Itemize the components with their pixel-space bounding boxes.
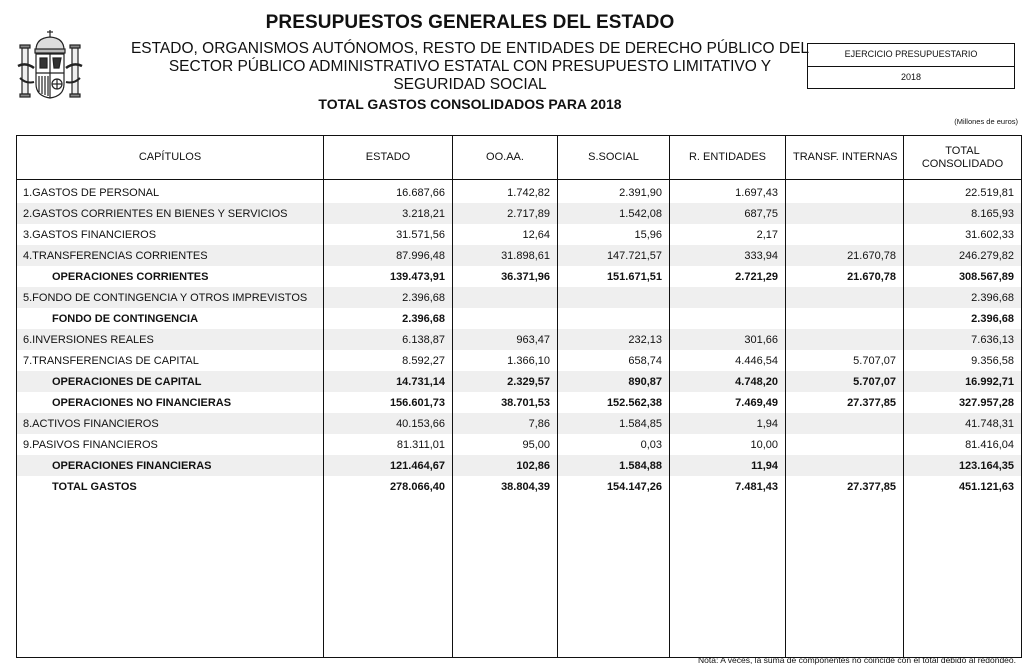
cell-value: 8.165,93 bbox=[904, 203, 1022, 224]
cell-value bbox=[786, 329, 904, 350]
empty-cell bbox=[558, 497, 670, 658]
cell-value bbox=[670, 308, 786, 329]
cell-value: 40.153,66 bbox=[324, 413, 453, 434]
column-header-ooaa: OO.AA. bbox=[453, 136, 558, 180]
table-subtotal-row bbox=[17, 266, 1022, 287]
cell-value bbox=[786, 434, 904, 455]
column-header-transf-internas: TRANSF. INTERNAS bbox=[786, 136, 904, 180]
cell-value: 687,75 bbox=[670, 203, 786, 224]
empty-cell bbox=[17, 497, 324, 658]
cell-value: 2.396,68 bbox=[904, 287, 1022, 308]
subtitle-line: SEGURIDAD SOCIAL bbox=[393, 76, 547, 93]
table-empty-area bbox=[17, 497, 1022, 658]
cell-value: 15,96 bbox=[558, 224, 670, 245]
cell-value: 21.670,78 bbox=[786, 266, 904, 287]
subtitle-line: SECTOR PÚBLICO ADMINISTRATIVO ESTATAL CON PRESUPUESTO LIMITATIVO Y bbox=[168, 58, 772, 75]
units-label: (Millones de euros) bbox=[954, 117, 1018, 126]
table-subtotal-row bbox=[17, 455, 1022, 476]
cell-value bbox=[558, 308, 670, 329]
cell-value: 41.748,31 bbox=[904, 413, 1022, 434]
page-subtitle bbox=[130, 40, 810, 94]
cell-value: 1.584,85 bbox=[558, 413, 670, 434]
cell-value: 102,86 bbox=[453, 455, 558, 476]
table-row bbox=[17, 329, 1022, 350]
cell-value: 4.446,54 bbox=[670, 350, 786, 371]
exercise-label: EJERCICIO PRESUPUESTARIO bbox=[808, 44, 1014, 67]
row-label: OPERACIONES NO FINANCIERAS bbox=[17, 392, 324, 413]
cell-value: 81.416,04 bbox=[904, 434, 1022, 455]
exercise-box bbox=[807, 43, 1015, 89]
empty-cell bbox=[324, 497, 453, 658]
empty-cell bbox=[786, 497, 904, 658]
cell-value: 95,00 bbox=[453, 434, 558, 455]
cell-value: 12,64 bbox=[453, 224, 558, 245]
row-label: 9.PASIVOS FINANCIEROS bbox=[17, 434, 324, 455]
row-label: 4.TRANSFERENCIAS CORRIENTES bbox=[17, 245, 324, 266]
cell-value: 333,94 bbox=[670, 245, 786, 266]
cell-value: 121.464,67 bbox=[324, 455, 453, 476]
page-title: PRESUPUESTOS GENERALES DEL ESTADO bbox=[265, 12, 675, 33]
cell-value: 38.804,39 bbox=[453, 476, 558, 497]
row-label: FONDO DE CONTINGENCIA bbox=[17, 308, 324, 329]
column-header-capitulos: CAPÍTULOS bbox=[17, 136, 324, 180]
cell-value: 451.121,63 bbox=[904, 476, 1022, 497]
empty-cell bbox=[670, 497, 786, 658]
cell-value: 156.601,73 bbox=[324, 392, 453, 413]
cell-value: 16.687,66 bbox=[324, 180, 453, 204]
table-row bbox=[17, 350, 1022, 371]
cell-value: 7.636,13 bbox=[904, 329, 1022, 350]
column-header-r-entidades: R. ENTIDADES bbox=[670, 136, 786, 180]
coat-of-arms-logo bbox=[16, 28, 84, 102]
cell-value: 232,13 bbox=[558, 329, 670, 350]
empty-cell bbox=[904, 497, 1022, 658]
cell-value: 2.721,29 bbox=[670, 266, 786, 287]
table-subtotal-row bbox=[17, 371, 1022, 392]
cell-value: 658,74 bbox=[558, 350, 670, 371]
cell-value: 5.707,07 bbox=[786, 371, 904, 392]
row-label: 2.GASTOS CORRIENTES EN BIENES Y SERVICIOS bbox=[17, 203, 324, 224]
cell-value: 147.721,57 bbox=[558, 245, 670, 266]
cell-value: 0,03 bbox=[558, 434, 670, 455]
cell-value: 3.218,21 bbox=[324, 203, 453, 224]
cell-value: 38.701,53 bbox=[453, 392, 558, 413]
cell-value: 9.356,58 bbox=[904, 350, 1022, 371]
table-subtotal-row bbox=[17, 308, 1022, 329]
exercise-year: 2018 bbox=[900, 72, 922, 82]
cell-value: 2.396,68 bbox=[324, 308, 453, 329]
table-subtotal-row bbox=[17, 392, 1022, 413]
cell-value: 308.567,89 bbox=[904, 266, 1022, 287]
cell-value: 11,94 bbox=[670, 455, 786, 476]
table-row bbox=[17, 287, 1022, 308]
cell-value: 139.473,91 bbox=[324, 266, 453, 287]
cell-value: 10,00 bbox=[670, 434, 786, 455]
cell-value: 2.717,89 bbox=[453, 203, 558, 224]
row-label: 6.INVERSIONES REALES bbox=[17, 329, 324, 350]
cell-value bbox=[786, 287, 904, 308]
cell-value: 301,66 bbox=[670, 329, 786, 350]
table-row bbox=[17, 245, 1022, 266]
table-row bbox=[17, 180, 1022, 204]
row-label: 8.ACTIVOS FINANCIEROS bbox=[17, 413, 324, 434]
table-header-row bbox=[17, 136, 1022, 180]
cell-value: 87.996,48 bbox=[324, 245, 453, 266]
cell-value: 8.592,27 bbox=[324, 350, 453, 371]
cell-value: 14.731,14 bbox=[324, 371, 453, 392]
cell-value: 327.957,28 bbox=[904, 392, 1022, 413]
cell-value: 27.377,85 bbox=[786, 392, 904, 413]
cell-value: 31.571,56 bbox=[324, 224, 453, 245]
subtitle-line: ESTADO, ORGANISMOS AUTÓNOMOS, RESTO DE ENTIDADES DE DERECHO PÚBLICO DEL bbox=[130, 40, 810, 57]
cell-value: 152.562,38 bbox=[558, 392, 670, 413]
row-label: OPERACIONES DE CAPITAL bbox=[17, 371, 324, 392]
cell-value: 21.670,78 bbox=[786, 245, 904, 266]
cell-value: 963,47 bbox=[453, 329, 558, 350]
cell-value: 2.396,68 bbox=[324, 287, 453, 308]
cell-value: 154.147,26 bbox=[558, 476, 670, 497]
cell-value: 278.066,40 bbox=[324, 476, 453, 497]
cell-value bbox=[786, 224, 904, 245]
cell-value bbox=[670, 287, 786, 308]
cell-value bbox=[786, 308, 904, 329]
cell-value: 6.138,87 bbox=[324, 329, 453, 350]
row-label: 3.GASTOS FINANCIEROS bbox=[17, 224, 324, 245]
row-label: 1.GASTOS DE PERSONAL bbox=[17, 180, 324, 204]
cell-value: 7.469,49 bbox=[670, 392, 786, 413]
cell-value: 151.671,51 bbox=[558, 266, 670, 287]
rounding-note: Nota: A veces, la suma de componentes no coincide con el total debido al redondeo. bbox=[697, 655, 1016, 665]
cell-value: 1.542,08 bbox=[558, 203, 670, 224]
cell-value: 7,86 bbox=[453, 413, 558, 434]
row-label: OPERACIONES FINANCIERAS bbox=[17, 455, 324, 476]
cell-value: 1.584,88 bbox=[558, 455, 670, 476]
cell-value: 7.481,43 bbox=[670, 476, 786, 497]
column-header-s-social: S.SOCIAL bbox=[558, 136, 670, 180]
table-row bbox=[17, 413, 1022, 434]
row-label: TOTAL GASTOS bbox=[17, 476, 324, 497]
table-row bbox=[17, 203, 1022, 224]
cell-value: 1,94 bbox=[670, 413, 786, 434]
cell-value: 2,17 bbox=[670, 224, 786, 245]
budget-table bbox=[16, 135, 1022, 658]
cell-value: 1.742,82 bbox=[453, 180, 558, 204]
cell-value: 4.748,20 bbox=[670, 371, 786, 392]
cell-value: 22.519,81 bbox=[904, 180, 1022, 204]
cell-value: 16.992,71 bbox=[904, 371, 1022, 392]
table-subtotal-row bbox=[17, 476, 1022, 497]
row-label: 5.FONDO DE CONTINGENCIA Y OTROS IMPREVISTOS bbox=[17, 287, 324, 308]
cell-value bbox=[453, 308, 558, 329]
cell-value: 1.366,10 bbox=[453, 350, 558, 371]
cell-value: 123.164,35 bbox=[904, 455, 1022, 476]
cell-value: 5.707,07 bbox=[786, 350, 904, 371]
section-title: TOTAL GASTOS CONSOLIDADOS PARA 2018 bbox=[318, 96, 622, 112]
cell-value: 246.279,82 bbox=[904, 245, 1022, 266]
table-row bbox=[17, 224, 1022, 245]
row-label: 7.TRANSFERENCIAS DE CAPITAL bbox=[17, 350, 324, 371]
cell-value bbox=[786, 413, 904, 434]
column-header-total-consolidado: TOTAL CONSOLIDADO bbox=[904, 136, 1022, 180]
table-row bbox=[17, 434, 1022, 455]
cell-value: 2.329,57 bbox=[453, 371, 558, 392]
cell-value: 2.396,68 bbox=[904, 308, 1022, 329]
column-header-estado: ESTADO bbox=[324, 136, 453, 180]
cell-value: 31.898,61 bbox=[453, 245, 558, 266]
cell-value: 81.311,01 bbox=[324, 434, 453, 455]
cell-value: 27.377,85 bbox=[786, 476, 904, 497]
cell-value bbox=[786, 180, 904, 204]
empty-cell bbox=[453, 497, 558, 658]
cell-value: 1.697,43 bbox=[670, 180, 786, 204]
cell-value bbox=[453, 287, 558, 308]
cell-value bbox=[786, 455, 904, 476]
row-label: OPERACIONES CORRIENTES bbox=[17, 266, 324, 287]
cell-value: 2.391,90 bbox=[558, 180, 670, 204]
cell-value: 31.602,33 bbox=[904, 224, 1022, 245]
cell-value: 36.371,96 bbox=[453, 266, 558, 287]
cell-value: 890,87 bbox=[558, 371, 670, 392]
cell-value bbox=[786, 203, 904, 224]
cell-value bbox=[558, 287, 670, 308]
